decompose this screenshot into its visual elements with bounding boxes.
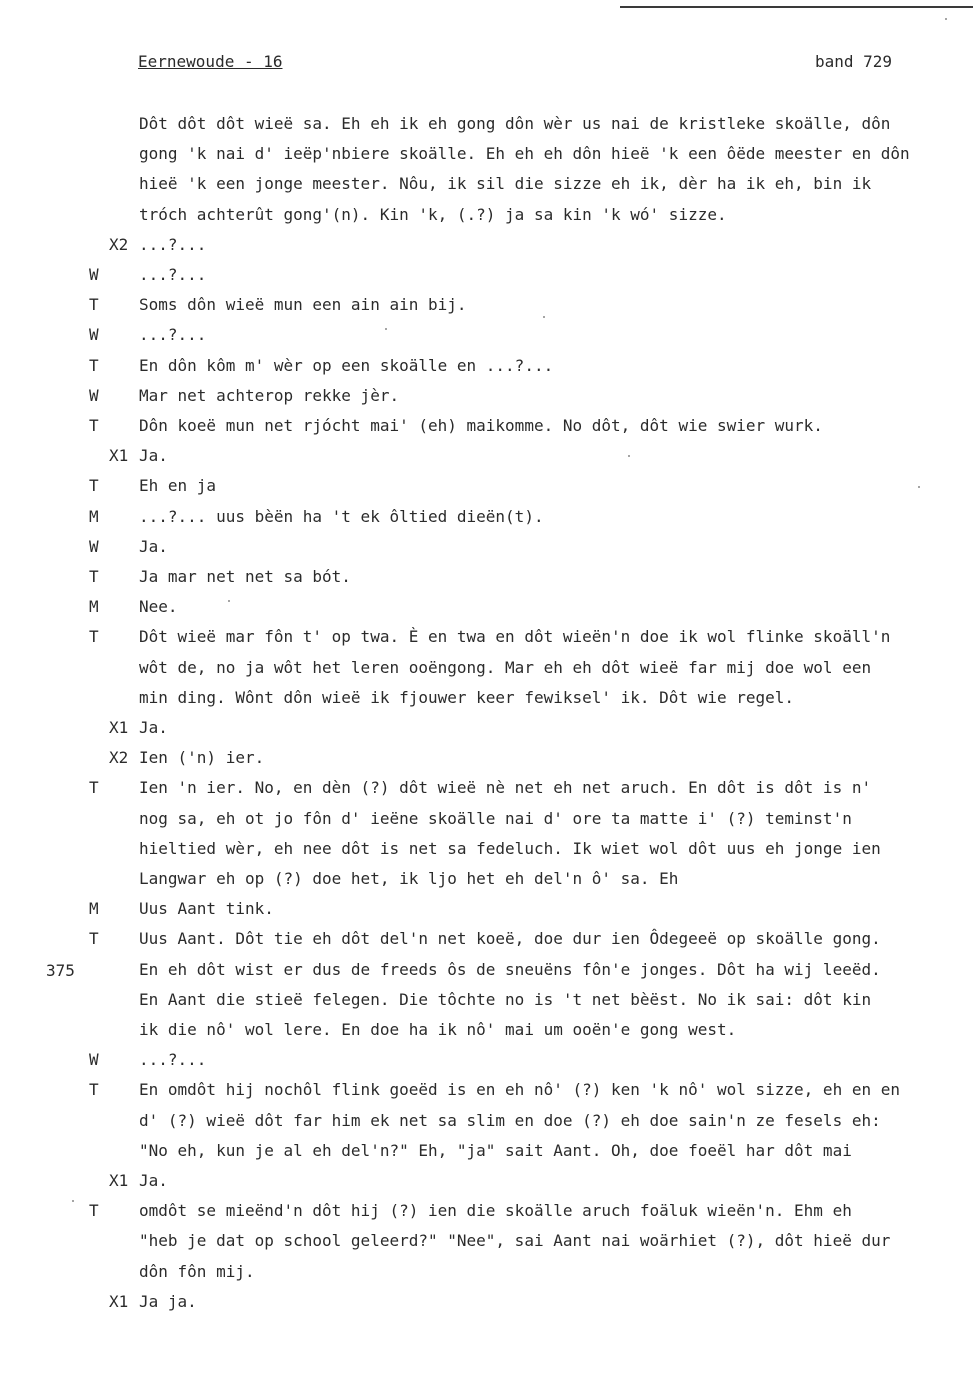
speaker-label: M [89, 597, 99, 616]
transcript-line: En dôn kôm m' wèr op een skoälle en ...?... [139, 356, 554, 375]
speaker-label: T [89, 295, 99, 314]
transcript-line: Ja. [139, 718, 168, 737]
transcript-line: Ja. [139, 537, 168, 556]
transcript-line: Uus Aant tink. [139, 899, 274, 918]
transcript-line: ...?... [139, 325, 207, 344]
transcript-line: Ja. [139, 446, 168, 465]
speaker-label: W [89, 386, 99, 405]
speaker-label: M [89, 899, 99, 918]
transcript-line: "No eh, kun je al eh del'n?" Eh, "ja" sait Aant. Oh, doe foeël har dôt mai [139, 1141, 852, 1160]
transcript-line: min ding. Wônt dôn wieë ik fjouwer keer fewiksel' ik. Dôt wie regel. [139, 688, 795, 707]
speaker-label: X1 [109, 1292, 129, 1311]
page-header-band: band 729 [815, 52, 893, 71]
transcript-line: Ien 'n ier. No, en dèn (?) dôt wieë nè net eh net aruch. En dôt is dôt is n' [139, 778, 872, 797]
transcript-line: Langwar eh op (?) doe het, ik ljo het eh del'n ô' sa. Eh [139, 869, 679, 888]
transcript-line: Dôt wieë mar fôn t' op twa. È en twa en dôt wieën'n doe ik wol flinke skoäll'n [139, 627, 891, 646]
transcript-line: hieltied wèr, eh nee dôt is net sa fedeluch. Ik wiet wol dôt uus eh jonge ien [139, 839, 881, 858]
transcript-line: Dôn koeë mun net rjócht mai' (eh) maikomme. No dôt, dôt wie swier wurk. [139, 416, 823, 435]
speaker-label: W [89, 325, 99, 344]
transcript-line: dôn fôn mij. [139, 1262, 255, 1281]
speaker-label: W [89, 537, 99, 556]
speaker-label: T [89, 778, 99, 797]
transcript-line: Dôt dôt dôt wieë sa. Eh eh ik eh gong dôn wèr us nai de kristleke skoälle, dôn [139, 114, 891, 133]
transcript-line: gong 'k nai d' ieëp'nbiere skoälle. Eh eh eh dôn hieë 'k een ôëde meester en dôn [139, 144, 910, 163]
transcript-line: ...?... [139, 265, 207, 284]
speaker-label: T [89, 929, 99, 948]
transcript-line: Nee. [139, 597, 178, 616]
speaker-label: T [89, 627, 99, 646]
transcript-line: Ien ('n) ier. [139, 748, 265, 767]
transcript-line: ...?... [139, 1050, 207, 1069]
transcript-line: Ja ja. [139, 1292, 197, 1311]
scan-speck [228, 600, 230, 602]
scan-speck [945, 18, 947, 20]
speaker-label: T [89, 567, 99, 586]
speaker-label: T [89, 1201, 99, 1220]
transcript-line: Ja. [139, 1171, 168, 1190]
transcript-line: ...?... [139, 235, 207, 254]
transcript-line: En eh dôt wist er dus de freeds ôs de sneuëns fôn'e jonges. Dôt ha wij leeëd. [139, 960, 881, 979]
scan-speck [385, 328, 387, 330]
transcript-line: tróch achterût gong'(n). Kin 'k, (.?) ja sa kin 'k wó' sizze. [139, 205, 727, 224]
speaker-label: X1 [109, 446, 129, 465]
transcript-line: En omdôt hij nochôl flink goeëd is en eh nô' (?) ken 'k nô' wol sizze, eh en en [139, 1080, 900, 1099]
speaker-label: W [89, 1050, 99, 1069]
speaker-label: M [89, 507, 99, 526]
transcript-line: nog sa, eh ot jo fôn d' ieëne skoälle nai d' ore ta matte i' (?) teminst'n [139, 809, 852, 828]
transcript-line: "heb je dat op school geleerd?" "Nee", sai Aant nai woärhiet (?), dôt hieë dur [139, 1231, 891, 1250]
transcript-line: En Aant die stieë felegen. Die tôchte no is 't net bèëst. No ik sai: dôt kin [139, 990, 872, 1009]
scan-speck [543, 316, 545, 318]
transcript-line: ik die nô' wol lere. En doe ha ik nô' mai um ooën'e gong west. [139, 1020, 737, 1039]
scan-speck [628, 455, 630, 457]
transcript-line: Mar net achterop rekke jèr. [139, 386, 400, 405]
transcript-line: Uus Aant. Dôt tie eh dôt del'n net koeë, doe dur ien Ôdegeeë op skoälle gong. [139, 929, 881, 948]
scan-speck [918, 486, 920, 488]
page-header-title: Eernewoude - 16 [138, 52, 283, 71]
transcript-line: Ja mar net net sa bót. [139, 567, 351, 586]
speaker-label: W [89, 265, 99, 284]
speaker-label: T [89, 1080, 99, 1099]
speaker-label: X1 [109, 1171, 129, 1190]
top-rule [620, 6, 973, 8]
speaker-label: X1 [109, 718, 129, 737]
speaker-label: T [89, 416, 99, 435]
margin-line-number: 375 [46, 961, 75, 980]
speaker-label: T [89, 476, 99, 495]
speaker-label: T [89, 356, 99, 375]
scan-speck [72, 1200, 74, 1202]
speaker-label: X2 [109, 235, 129, 254]
transcript-line: hieë 'k een jonge meester. Nôu, ik sil die sizze eh ik, dèr ha ik eh, bin ik [139, 174, 872, 193]
speaker-label: X2 [109, 748, 129, 767]
transcript-line: d' (?) wieë dôt far him ek net sa slim en doe (?) eh doe sain'n ze fesels eh: [139, 1111, 881, 1130]
transcript-line: ...?... uus bèën ha 't ek ôltied dieën(t). [139, 507, 544, 526]
transcript-line: Soms dôn wieë mun een ain ain bij. [139, 295, 467, 314]
transcript-line: omdôt se mieënd'n dôt hij (?) ien die skoälle aruch foäluk wieën'n. Ehm eh [139, 1201, 852, 1220]
transcript-line: Eh en ja [139, 476, 217, 495]
transcript-line: wôt de, no ja wôt het leren ooëngong. Mar eh eh dôt wieë far mij doe wol een [139, 658, 872, 677]
